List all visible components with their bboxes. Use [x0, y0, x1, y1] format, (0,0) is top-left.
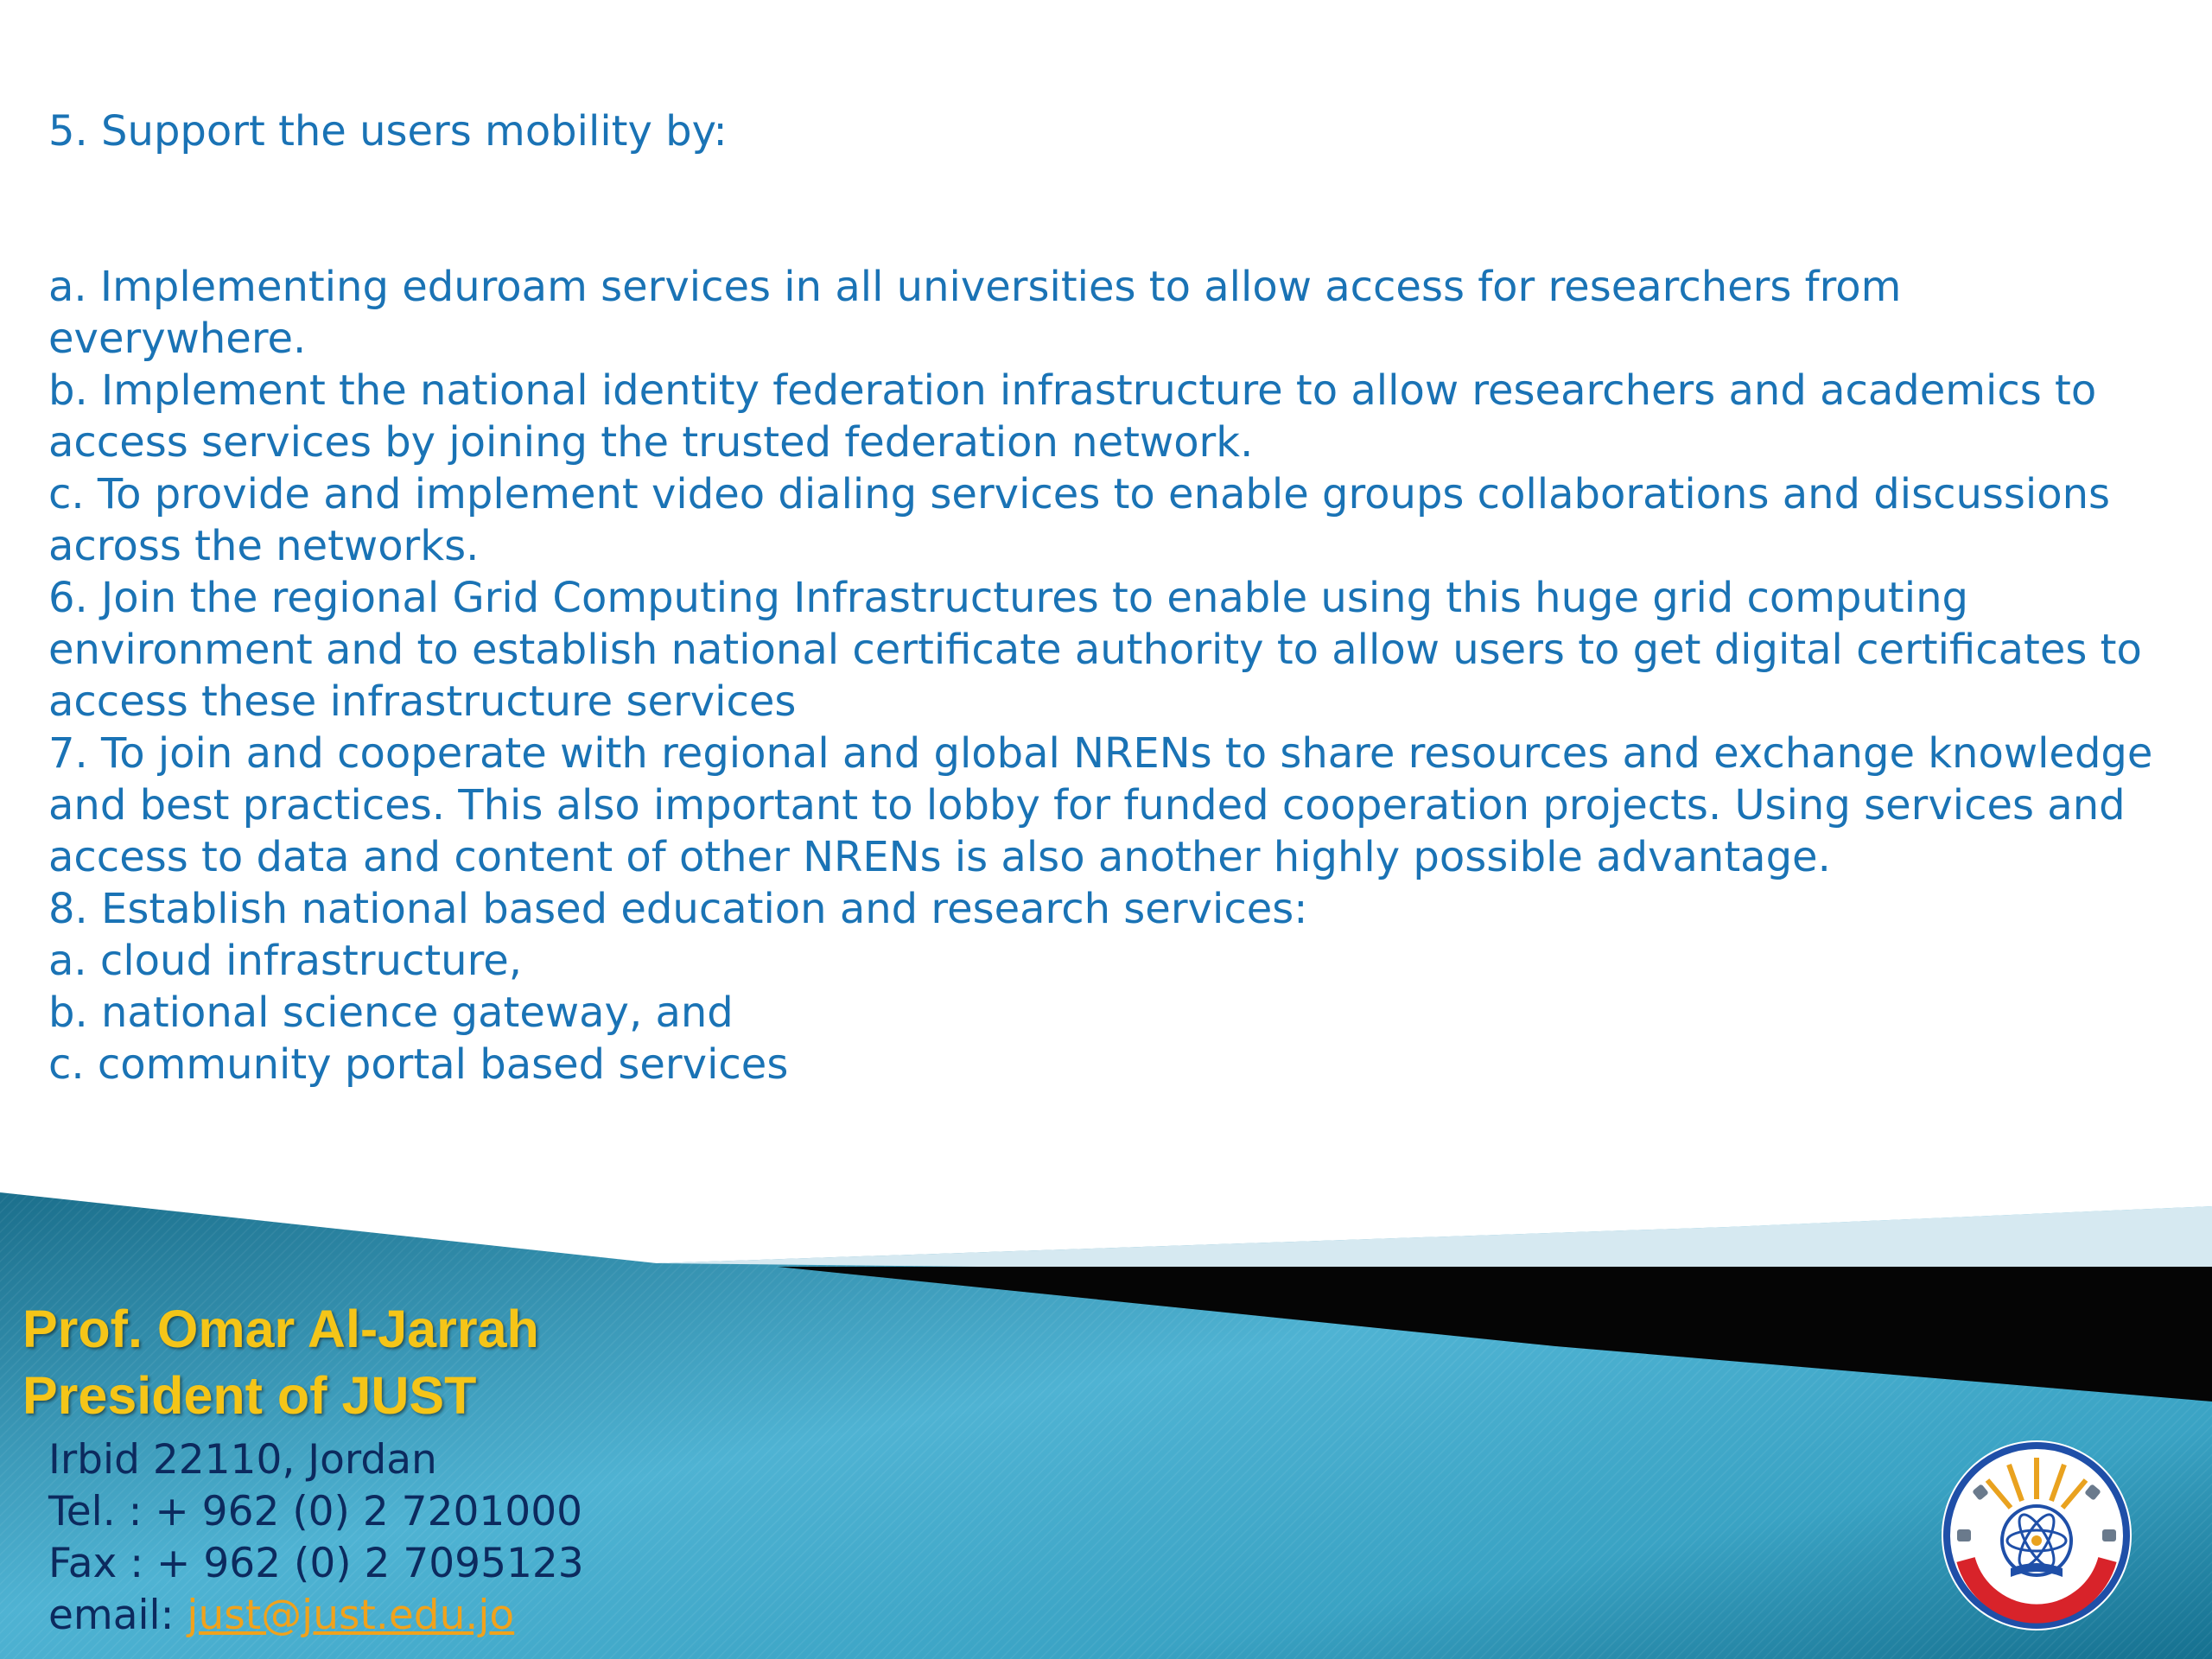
contact-fax: Fax : + 962 (0) 2 7095123 — [48, 1540, 584, 1587]
item-8a: a. cloud infrastructure, — [48, 937, 523, 985]
item-5c: c. To provide and implement video dialing services to enable groups collaborations and discussions across the networks. — [48, 470, 2111, 570]
slide-body — [48, 105, 2157, 1090]
spacer — [48, 157, 2157, 261]
email-link[interactable]: just@just.edu.jo — [187, 1592, 515, 1639]
contact-tel: Tel. : + 962 (0) 2 7201000 — [48, 1488, 582, 1535]
item-5b: b. Implement the national identity federation infrastructure to allow researchers and academics to access services by joining the trusted federation network. — [48, 366, 2097, 467]
university-seal-icon — [1940, 1439, 2134, 1633]
item-7: 7. To join and cooperate with regional and global NRENs to share resources and exchange knowledge and best practices. This also important to lobby for funded cooperation projects. Using services and access to data and content of other NRENs is also another highly possible advantage. — [48, 729, 2153, 881]
item-5a: a. Implementing eduroam services in all universities to allow access for researchers from everywhere. — [48, 263, 1902, 363]
item-5-heading: 5. Support the users mobility by: — [48, 107, 728, 156]
item-8b: b. national science gateway, and — [48, 988, 734, 1037]
contact-block — [48, 1434, 584, 1642]
presenter-title: President of JUST — [22, 1366, 477, 1425]
email-label: email: — [48, 1592, 188, 1639]
contact-email — [48, 1590, 584, 1642]
presenter-name: Prof. Omar Al-Jarrah — [22, 1300, 539, 1358]
presenter-block — [22, 1296, 539, 1429]
item-8c: c. community portal based services — [48, 1040, 789, 1089]
item-6: 6. Join the regional Grid Computing Infrastructures to enable using this huge grid computing environment and to establish national certificate authority to allow users to get digital certificates to access these infrastructure services — [48, 574, 2142, 726]
item-8: 8. Establish national based education and research services: — [48, 885, 1308, 933]
contact-address: Irbid 22110, Jordan — [48, 1436, 437, 1484]
